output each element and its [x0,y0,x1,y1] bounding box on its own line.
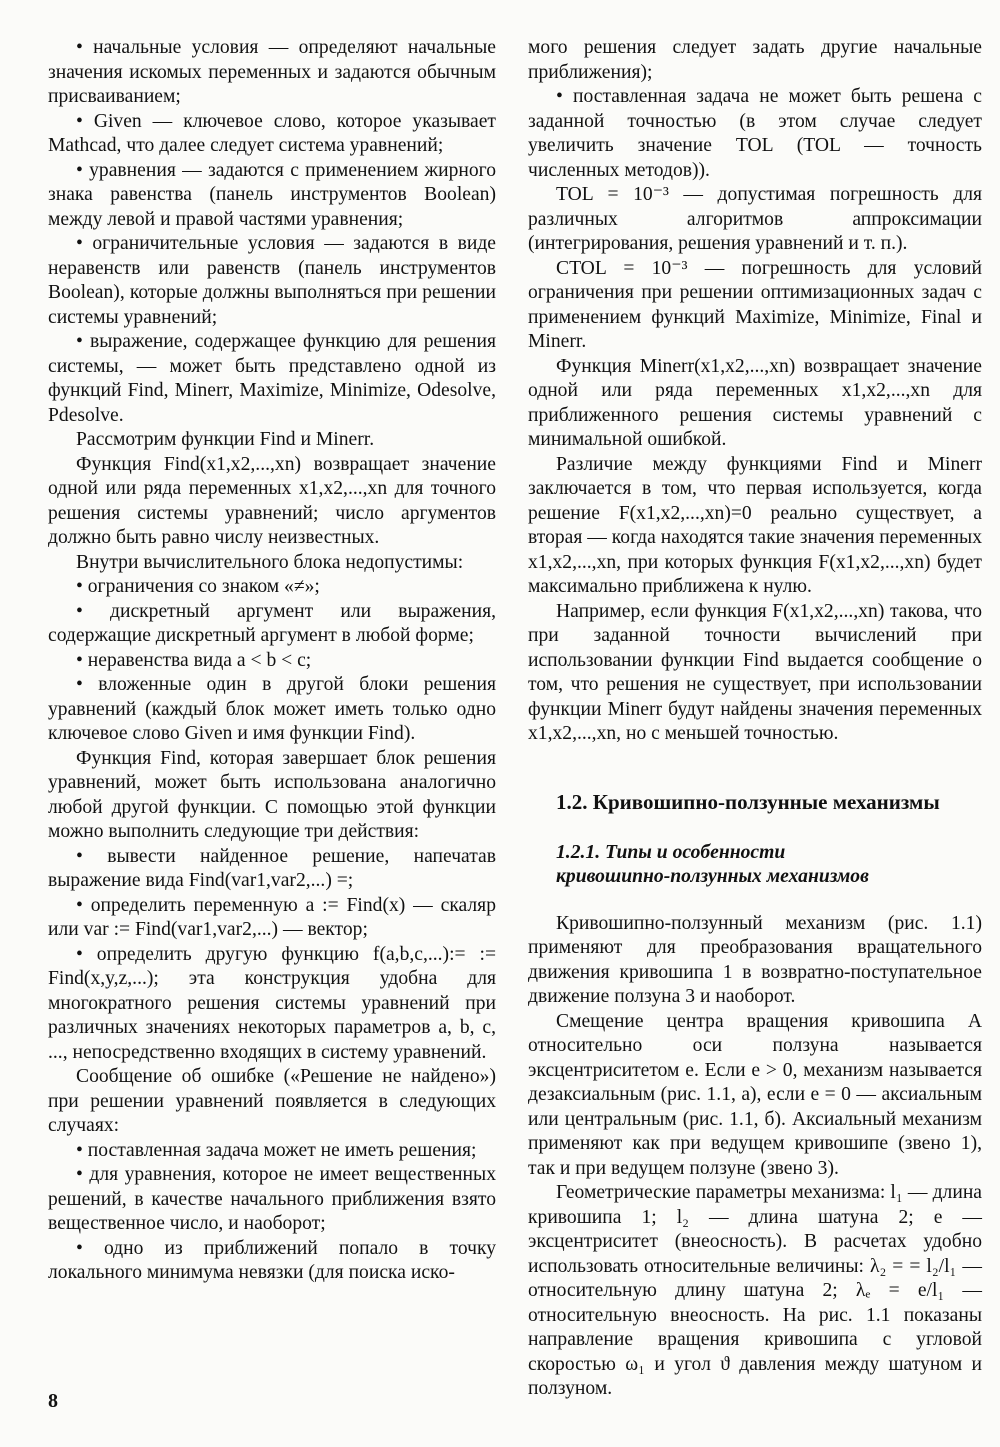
paragraph: CTOL = 10⁻³ — погрешность для условий ограничения при решении оптимизационных задач с применением функций Maximize, Minimize, Final и Minerr. [528,257,982,352]
subsection-heading-line1: 1.2.1. Типы и особенности [556,841,786,863]
subsection-heading [528,841,982,890]
page-number: 8 [48,1390,58,1412]
paragraph: • Given — ключевое слово, которое указывает Mathcad, что далее следует система уравнений; [48,110,496,156]
left-column [48,36,496,1286]
paragraph: • поставленная задача не может быть решена с заданной точностью (в этом случае следует увеличить значение TOL (TOL — точность численных методов)). [528,86,982,181]
paragraph: • выражение, содержащее функцию для решения системы, — может быть представлено одной из функций Find, Minerr, Maximize, Minimize, Odesolve, Pdesolve. [48,331,496,426]
paragraph: • начальные условия — определяют начальные значения искомых переменных и задаются обычным присваиванием; [48,37,496,107]
paragraph: Геометрические параметры механизма: l₁ — длина кривошипа 1; l₂ — длина шатуна 2; e — эксцентриситет (внеосность). В расчетах удобно использовать относительные величины: λ₂ = = l₂/l₁ — относительную длину шатуна 2; λₑ = e/l₁ — относительную внеосность. На рис. 1.1 показаны направление вращения кривошипа с угловой скоростью ω₁ и угол ϑ давления между шатуном и ползуном. [528,1182,982,1399]
paragraph: Функция Find(x1,x2,...,xn) возвращает значение одной или ряда переменных x1,x2,...,xn для точного решения системы уравнений; число аргументов должно быть равно числу неизвестных. [48,453,496,548]
paragraph: Функция Find, которая завершает блок решения уравнений, может быть использована аналогично любой другой функции. С помощью этой функции можно выполнить следующие три действия: [48,747,496,842]
paragraph: Например, если функция F(x1,x2,...,xn) такова, что при заданной точности вычислений при использовании функции Find выдается сообщение о том, что решения не существует, при использовании функции Minerr будут найдены значения переменных x1,x2,...,xn, но с меньшей точностью. [528,600,982,744]
paragraph: • одно из приближений попало в точку локального минимума невязки (для поиска иско- [48,1237,496,1283]
paragraph: • для уравнения, которое не имеет вещественных решений, в качестве начального приближения взято вещественное число, и наоборот; [48,1164,496,1234]
paragraph: мого решения следует задать другие начальные приближения); [528,37,982,83]
paragraph: • вывести найденное решение, напечатав выражение вида Find(var1,var2,...) =; [48,845,496,891]
paragraph: • вложенные один в другой блоки решения уравнений (каждый блок может иметь только одно ключевое слово Given и имя функции Find). [48,674,496,744]
right-column [528,36,982,1402]
paragraph: • определить другую функцию f(a,b,c,...):= := Find(x,y,z,...); эта конструкция удобна для многократного решения системы уравнений при различных значениях некоторых параметров a, b, c, ..., непосредственно входящих в систему уравнений. [48,943,496,1063]
paragraph: Сообщение об ошибке («Решение не найдено») при решении уравнений появляется в следующих случаях: [48,1066,496,1136]
paragraph: TOL = 10⁻³ — допустимая погрешность для различных алгоритмов аппроксимации (интегрирования, решения уравнений и т. п.). [528,184,982,254]
paragraph: • определить переменную a := Find(x) — скаляр или var := Find(var1,var2,...) — вектор; [48,894,496,940]
paragraph: • поставленная задача может не иметь решения; [76,1139,477,1161]
paragraph: Внутри вычислительного блока недопустимы: [76,551,464,573]
paragraph: • неравенства вида a < b < c; [76,649,312,671]
paragraph: Рассмотрим функции Find и Minerr. [76,429,375,450]
section-heading: 1.2. Кривошипно-ползунные механизмы [556,789,940,814]
paragraph: Функция Minerr(x1,x2,...,xn) возвращает значение одной или ряда переменных x1,x2,...,xn для приближенного решения системы уравнений с минимальной ошибкой. [528,355,982,450]
paragraph: • уравнения — задаются с применением жирного знака равенства (панель инструментов Boolean) между левой и правой частями уравнения; [48,159,496,230]
paragraph: Различие между функциями Find и Minerr заключается в том, что первая используется, когда решение F(x1,x2,...,xn)=0 реально существует, а вторая — когда находятся такие значения переменных x1,x2,...,xn, при которых функция F(x1,x2,...,xn) будет максимально приближена к нулю. [528,453,982,597]
paragraph: Кривошипно-ползунный механизм (рис. 1.1) применяют для преобразования вращательного движения кривошипа 1 в возвратно-поступательное движение ползуна 3 и наоборот. [528,912,982,1007]
paragraph: Смещение центра вращения кривошипа A относительно оси ползуна называется эксцентриситетом e. Если e > 0, механизм называется дезаксиальным (рис. 1.1, а), если e = 0 — аксиальным или центральным (рис. 1.1, б). Аксиальный механизм применяют как при ведущем кривошипе (звено 1), так и при ведущем ползуне (звено 3). [528,1010,982,1179]
paragraph: • ограничительные условия — задаются в виде неравенств или равенств (панель инструментов Boolean), которые должны выполняться при решении системы уравнений; [48,233,496,328]
paragraph: • ограничения со знаком «≠»; [76,576,320,597]
subsection-heading-line2: кривошипно-ползунных механизмов [556,866,869,887]
paragraph: • дискретный аргумент или выражения, содержащие дискретный аргумент в любой форме; [48,600,496,646]
